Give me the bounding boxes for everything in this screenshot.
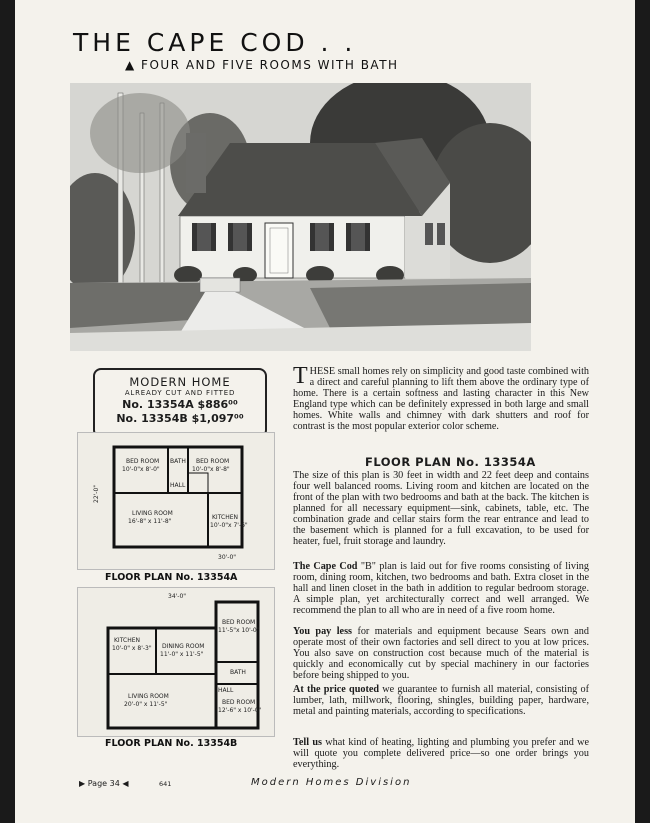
paragraph-price-quoted-lead: At the price quoted <box>293 684 380 695</box>
division-footer: Modern Homes Division <box>251 777 412 788</box>
plan-b-dining-label: DINING ROOM <box>162 643 205 650</box>
plan-a-living-size: 16'-8" x 11'-8" <box>128 518 172 525</box>
plan-b-dining-size: 11'-0" x 11'-5" <box>160 651 204 658</box>
page-title: THE CAPE COD . . <box>73 28 357 57</box>
plan-a-depth: 22'-0" <box>93 484 100 503</box>
plan-b-bed1-label: BED ROOM <box>222 619 256 626</box>
floor-plan-b-drawing <box>78 588 274 736</box>
price-box <box>93 368 267 438</box>
paragraph-price-quoted <box>293 684 589 717</box>
plan-b-width: 34'-0" <box>168 593 187 600</box>
floor-plan-a-drawing <box>78 433 274 569</box>
intro-paragraph <box>293 363 589 432</box>
paragraph-pay-less-text: for materials and equipment because Sears own and operate most of their own factories and sell direct to you at low prices. You also save on construction cost because much of the material is quickly and economically cut by special machinery in our factories before being shipped to you. <box>293 626 589 681</box>
plan-b-bath-label: BATH <box>230 669 246 676</box>
plan-heading: FLOOR PLAN No. 13354A <box>365 455 536 469</box>
price-row-b: No. 13354B $1,097⁰⁰ <box>116 412 244 425</box>
plan-a-kitchen-label: KITCHEN <box>212 514 238 521</box>
plan-a-bed2-label: BED ROOM <box>196 458 230 465</box>
intro-dropcap: T <box>293 363 308 389</box>
price-box-title: MODERN HOME <box>129 375 231 389</box>
catalog-page <box>15 0 635 823</box>
paragraph-plan-b <box>293 561 589 616</box>
plan-b-kitchen-size: 10'-0" x 8'-3" <box>112 645 152 652</box>
paragraph-plan-a: The size of this plan is 30 feet in width and 22 feet deep and contains four well balanced rooms. Living room and kitchen are located on the front of the plan with two bedrooms and bath at the back. The kitchen is planned for all necessary equipment—sink, cabinets, table, etc. The combination grade and cellar stairs form the rear entrance and lead to the basement which is planned for a full excavation, to be used for heater, fuel, fruit storage and laundry. <box>293 470 589 547</box>
plan-a-hall-label: HALL <box>170 482 186 489</box>
plan-b-kitchen-label: KITCHEN <box>114 637 140 644</box>
paragraph-price-quoted-text: we guarantee to furnish all material, consisting of lumber, lath, millwork, flooring, shingles, building paper, hardware, metal and painting materials, according to specifications. <box>293 684 589 717</box>
floor-plan-b-caption: FLOOR PLAN No. 13354B <box>105 738 238 749</box>
catalog-code: 641 <box>159 780 172 788</box>
paragraph-tell-us <box>293 737 589 770</box>
floor-plan-a <box>77 432 275 570</box>
plan-b-bed2-size: 12'-6" x 10'-0" <box>218 707 262 714</box>
page-number: ▶ Page 34 ◀ <box>79 779 129 788</box>
paragraph-plan-b-text: "B" plan is laid out for five rooms consisting of living room, dining room, kitchen, two bedrooms and bath. Extra closet in the hall and linen closet in the bath in addition to regular bedroom storage. A simple plan, yet architecturally correct and well arranged. We recommend the plan to all who are in need of a five room home. <box>293 561 589 616</box>
intro-text: HESE small homes rely on simplicity and good taste combined with a direct and careful planning to lift them above the ordinary type of home. There is a certain softness and lasting character in this New England type which can be definitely expressed in both large and small homes. White walls and chimney with dark shutters and roof for contrast is the most popular exterior color scheme. <box>293 366 589 432</box>
plan-a-bed1-label: BED ROOM <box>126 458 160 465</box>
price-row-a: No. 13354A $886⁰⁰ <box>122 398 238 411</box>
plan-b-living-label: LIVING ROOM <box>128 693 169 700</box>
plan-b-hall-label: HALL <box>218 687 234 694</box>
paragraph-plan-b-lead: The Cape Cod <box>293 561 358 572</box>
plan-b-bed2-label: BED ROOM <box>222 699 256 706</box>
plan-b-living-size: 20'-0" x 11'-5" <box>124 701 168 708</box>
price-box-subtitle: ALREADY CUT AND FITTED <box>124 389 236 397</box>
plan-a-bed2-size: 10'-0"x 8'-8" <box>192 466 230 473</box>
paragraph-pay-less <box>293 626 589 681</box>
page-subtitle: ▲ FOUR AND FIVE ROOMS WITH BATH <box>125 58 399 72</box>
plan-b-bed1-size: 11'-5"x 10'-0" <box>218 627 260 634</box>
plan-a-kitchen-size: 10'-0"x 7'-6" <box>210 522 248 529</box>
plan-a-bath-label: BATH <box>170 458 186 465</box>
floor-plan-b <box>77 587 275 737</box>
paragraph-tell-us-lead: Tell us <box>293 737 322 748</box>
house-photo <box>70 83 531 351</box>
floor-plan-a-caption: FLOOR PLAN No. 13354A <box>105 572 238 583</box>
paragraph-pay-less-lead: You pay less <box>293 626 352 637</box>
plan-a-width: 30'-0" <box>218 554 237 561</box>
plan-a-bed1-size: 10'-0"x 8'-0" <box>122 466 160 473</box>
paragraph-tell-us-text: what kind of heating, lighting and plumbing you prefer and we will quote you complete delivered price—so one order brings you everything. <box>293 737 589 770</box>
cape-cod-house-illustration <box>70 83 531 351</box>
plan-a-living-label: LIVING ROOM <box>132 510 173 517</box>
